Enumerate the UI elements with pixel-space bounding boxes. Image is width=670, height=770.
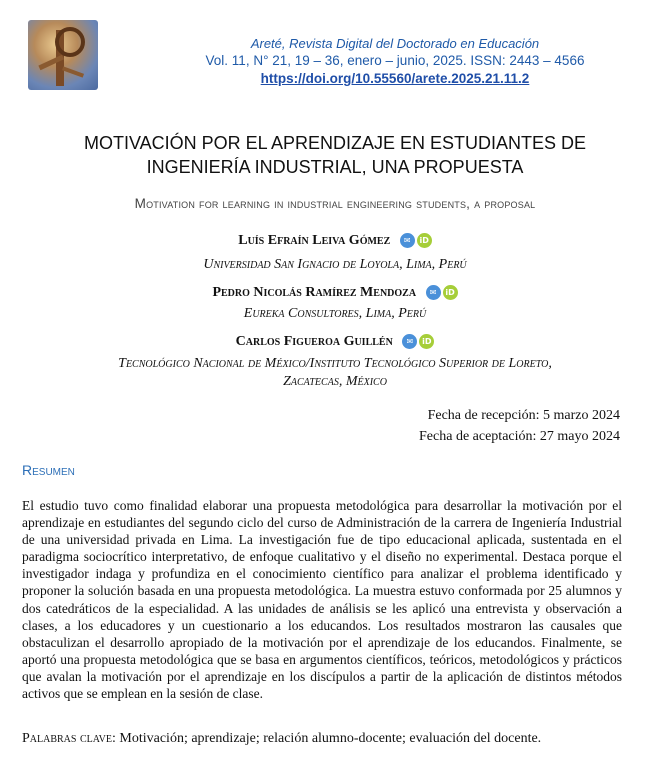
abstract-body: El estudio tuvo como finalidad elaborar una propuesta metodológica para desarrollar la motivación por el aprendizaje en estudiantes del segundo ciclo del curso de Administración de la carrera de Ingeniería Industrial de una universidad privada en Lima. La investigación fue de tipo educacional aplicada, sustentada en el paradigma sociocrítico interpretativo, de enfoque cualitativo y el diseño no experimental. Destaca porque el investigador indaga y profundiza en el conocimiento científico para analizar el problema identificado y proponer la solución basada en una propuesta metodológica. La muestra estuvo conformada por 25 alumnos y dos catedráticos de la especialidad. A las unidades de análisis se les aplicó una entrevista y observación a clases, a los educadores y un cuestionario a los educandos. Los resultados mostraron las causales que obstaculizan el desarrollo apropiado de la motivación por el aprendizaje de los educandos. Finalmente, se aportó una propuesta metodológica que se basa en argumentos científicos, teóricos, metodológicos y prácticos que avalan la motivación por el aprendizaje en los discípulos a partir de la aplicación de distintos métodos activos que se emplean en la sesión de clase. [22,498,622,702]
author-1 [30,233,640,249]
orcid-icon[interactable]: iD [417,233,432,248]
abstract-heading: Resumen [22,462,75,478]
article-subtitle: Motivation for learning in industrial engineering students, a proposal [134,196,536,211]
journal-logo-icon [28,20,98,90]
journal-volume-line: Vol. 11, N° 21, 19 – 36, enero – junio, 2025. ISSN: 2443 – 4566 [205,53,585,68]
mail-icon[interactable]: ✉ [426,285,441,300]
journal-title: Areté, Revista Digital del Doctorado en Educación [250,36,540,51]
author-affiliation: Universidad San Ignacio de Loyola, Lima, Perú [203,257,467,272]
author-name: Luís Efraín Leiva Gómez [238,233,391,249]
mail-icon[interactable]: ✉ [402,334,417,349]
doi-link[interactable]: https://doi.org/10.55560/arete.2025.21.11.2 [260,71,530,86]
author-affiliation: Eureka Consultores, Lima, Perú [243,306,427,321]
accepted-date: Fecha de aceptación: 27 mayo 2024 [419,429,620,444]
author-2 [30,285,640,301]
mail-icon[interactable]: ✉ [400,233,415,248]
keywords [22,730,622,748]
orcid-icon[interactable]: iD [419,334,434,349]
article-dates [419,405,620,447]
orcid-icon[interactable]: iD [443,285,458,300]
affiliation-line: Tecnológico Nacional de México/Instituto Tecnológico Superior de Loreto, [118,356,552,371]
author-affiliation [30,355,640,391]
received-date: Fecha de recepción: 5 marzo 2024 [427,408,620,423]
author-3 [30,334,640,350]
author-name: Carlos Figueroa Guillén [235,334,393,350]
affiliation-line: Zacatecas, México [283,374,387,389]
article-title: MOTIVACIÓN POR EL APRENDIZAJE EN ESTUDIANTES DE INGENIERÍA INDUSTRIAL, UNA PROPUESTA [83,133,587,177]
author-name: Pedro Nicolás Ramírez Mendoza [212,285,417,301]
keywords-label: Palabras clave: [22,731,116,746]
keywords-list: Motivación; aprendizaje; relación alumno-docente; evaluación del docente. [119,731,542,746]
